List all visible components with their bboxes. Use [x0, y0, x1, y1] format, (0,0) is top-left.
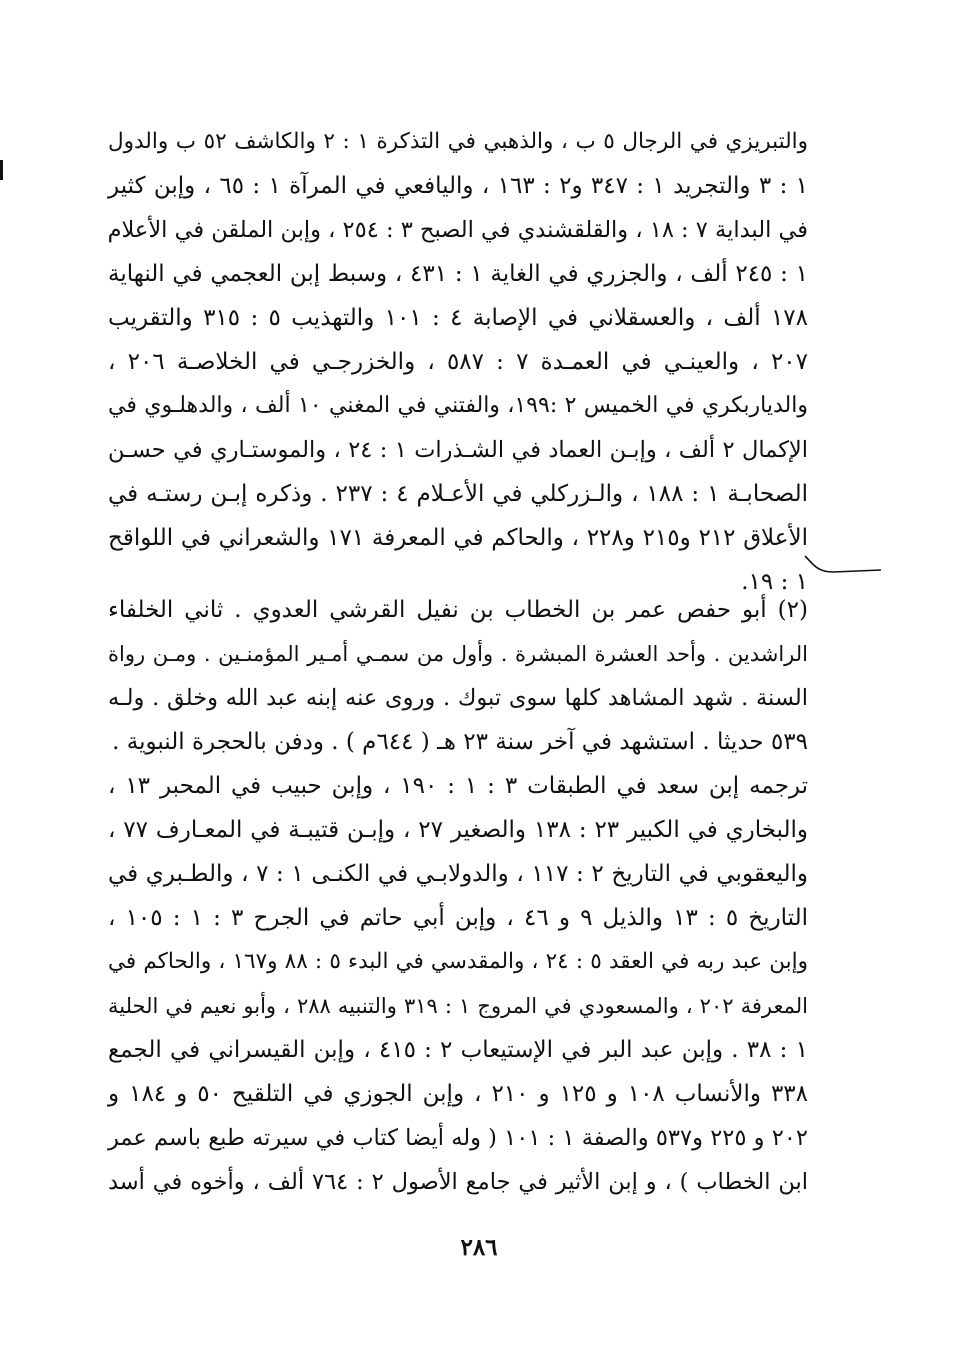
text-line: واليعقوبي في التاريخ ٢ : ١١٧ ، والدولابـي في الكنـى ١ : ٧ ، والطـبري في [108, 861, 809, 887]
text-line: وإبن عبد ربه في العقد ٥ : ٢٤ ، والمقدسي في البدء ٥ : ٨٨ و١٦٧ ، والحاكم في [108, 949, 808, 974]
handwritten-underline [803, 550, 883, 580]
text-line: الصحابـة ١ : ١٨٨ ، والـزركلي في الأعـلام ٤ : ٢٣٧ . وذكره إبـن رستـه في [108, 481, 809, 507]
text-line: ترجمه إبن سعد في الطبقات ٣ : ١ : ١٩٠ ، وإبن حبيب في المحبر ١٣ ، [108, 773, 809, 799]
biography-sources [108, 764, 808, 1204]
text-line: ابن الخطاب ) ، و إبن الأثير في جامع الأصول ٢ : ٧٦٤ ألف ، وأخوه في أسد [108, 1169, 809, 1195]
text-line: ١ : ٣٨ . وإبن عبد البر في الإستيعاب ٢ : ٤١٥ ، وإبن القيسراني في الجمع [108, 1037, 808, 1063]
text-line: ٣٣٨ والأنساب ١٠٨ و ١٢٥ و ٢١٠ ، وإبن الجوزي في التلقيح ٥٠ و ١٨٤ و [108, 1081, 808, 1107]
page-number: ٢٨٦ [460, 1234, 498, 1261]
text-line: والتبريزي في الرجال ٥ ب ، والذهبي في التذكرة ١ : ٢ والكاشف ٥٢ ب والدول [108, 129, 808, 154]
text-line: ١ : ٢٤٥ ألف ، والجزري في الغاية ١ : ٤٣١ ، وسبط إبن العجمي في النهاية [108, 261, 809, 287]
text-line: الأعلاق ٢١٢ و٢١٥ و٢٢٨ ، والحاكم في المعرفة ١٧١ والشعراني في اللواقح [108, 525, 809, 551]
footnote-continuation [108, 120, 808, 604]
text-line: والبخاري في الكبير ٢٣ : ١٣٨ والصغير ٢٧ ، وإبـن قتيبـة في المعـارف ٧٧ ، [108, 817, 808, 843]
text-line: في البداية ٧ : ١٨ ، والقلقشندي في الصبح ٣ : ٢٥٤ ، وإبن الملقن في الأعلام [107, 217, 808, 243]
text-line: ٢٠٧ ، والعينـي في العمـدة ٧ : ٥٨٧ ، والخزرجـي في الخلاصـة ٢٠٦ ، [108, 349, 808, 375]
scan-edge-mark [0, 160, 3, 180]
text-line: السنة . شهد المشاهد كلها سوى تبوك . وروى عنه إبنه عبد الله وخلق . ولـه [108, 685, 808, 711]
text-line: (٢) أبو حفص عمر بن الخطاب بن نفيل القرشي العدوي . ثاني الخلفاء [108, 597, 808, 623]
text-line: التاريخ ٥ : ١٣ والذيل ٩ و ٤٦ ، وإبن أبي حاتم في الجرح ٣ : ١ : ١٠٥ ، [108, 905, 809, 931]
footnote-2 [108, 588, 808, 764]
text-line: ١ : ٣ والتجريد ١ : ٣٤٧ و٢ : ١٦٣ ، واليافعي في المرآة ١ : ٦٥ ، وإبن كثير [108, 173, 809, 199]
text-line: الراشدين . وأحد العشرة المبشرة . وأول من سمـي أمـير المؤمنـين . ومـن رواة [108, 642, 808, 666]
text-line: الإكمال ٢ ألف ، وإبـن العماد في الشـذرات ١ : ٢٤ ، والموستـاري في حسـن [108, 437, 809, 463]
text-line: ٢٠٢ و ٢٢٥ و٥٣٧ والصفة ١ : ١٠١ ( وله أيضا كتاب في سيرته طبع باسم عمر [108, 1125, 808, 1151]
text-line: المعرفة ٢٠٢ ، والمسعودي في المروج ١ : ٣١٩ والتنبيه ٢٨٨ ، وأبو نعيم في الحلية [108, 994, 808, 1018]
text-line: ١ : ١٩. [741, 569, 808, 595]
text-line: والدياربكري في الخميس ٢ :١٩٩، والفتني في المغني ١٠ ألف ، والدهلـوي في [108, 393, 808, 418]
text-line: ٥٣٩ حديثا . استشهد في آخر سنة ٢٣ هـ ( ٦٤٤م ) . ودفن بالحجرة النبوية . [112, 729, 808, 755]
text-line: ١٧٨ ألف ، والعسقلاني في الإصابة ٤ : ١٠١ والتهذيب ٥ : ٣١٥ والتقريب [108, 305, 809, 331]
